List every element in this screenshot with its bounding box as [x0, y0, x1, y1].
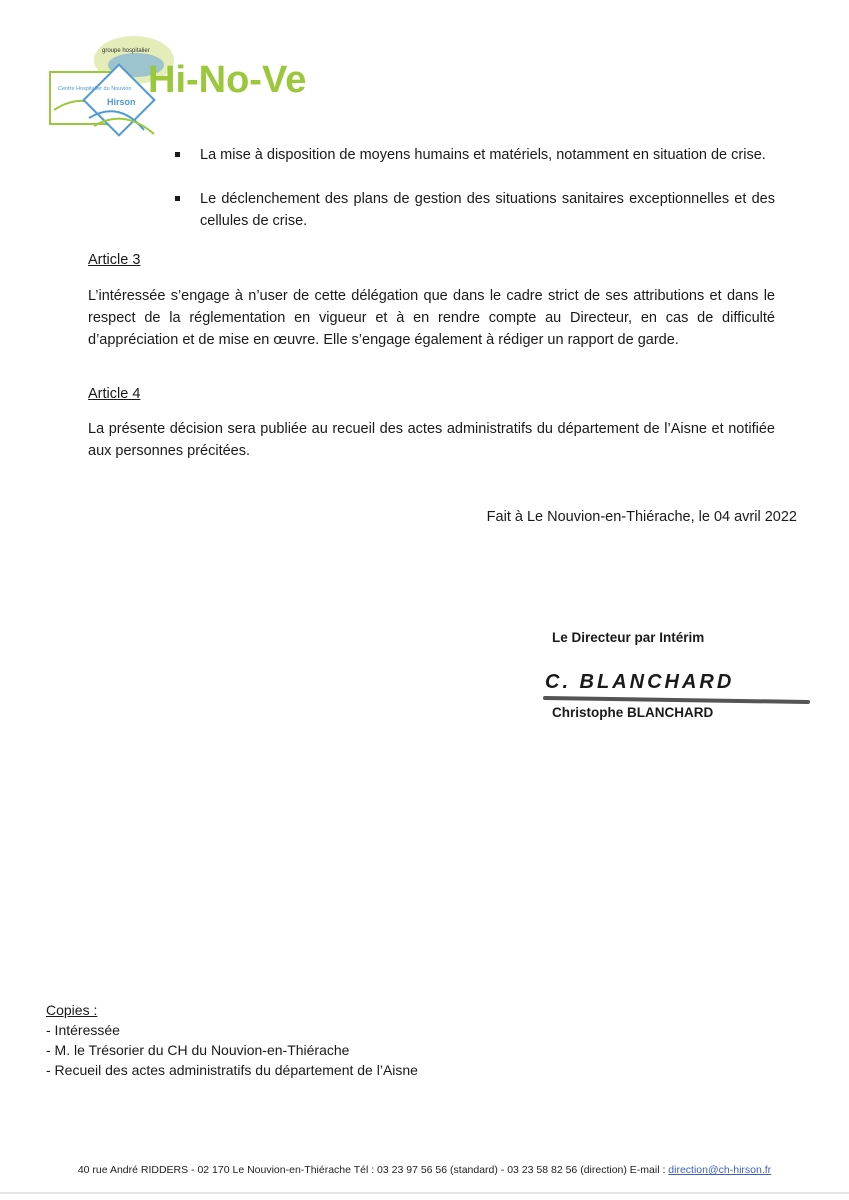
copies-title: Copies :	[46, 1002, 98, 1018]
footer-email-link[interactable]: direction@ch-hirson.fr	[668, 1164, 772, 1176]
handwritten-signature	[540, 660, 815, 710]
copies-item: - M. le Trésorier du CH du Nouvion-en-Thiérache	[46, 1042, 350, 1058]
article-4-heading: Article 4	[88, 386, 141, 402]
bullet-item	[175, 188, 775, 232]
logo-top-text: groupe hospitalier	[102, 48, 150, 54]
bullet-text: La mise à disposition de moyens humains et matériels, notamment en situation de crise.	[200, 147, 766, 163]
paragraph-line: aux personnes précitées.	[88, 443, 251, 459]
hi-no-ve-logo	[44, 30, 314, 145]
bullet-text: Le déclenchement des plans de gestion des situations sanitaires exceptionnelles et des cellules de crise.	[200, 191, 775, 229]
footer-address: 40 rue André RIDDERS - 02 170 Le Nouvion-en-Thiérache Tél : 03 23 97 56 56 (standard) - 03 23 58 82 56 (direction) E-mail :	[77, 1164, 669, 1176]
logo-badge-right-text: Hirson	[107, 97, 136, 107]
footer-contact	[0, 1164, 849, 1176]
paragraph-line: d’appréciation et de mise en œuvre. Elle s’engage également à rédiger un rapport de garde.	[88, 332, 679, 348]
paragraph-line: L’intéressée s’engage à n’user de cette délégation que dans le cadre strict de ses attributions et dans le	[88, 288, 775, 304]
logo-badge-left-text: Centre Hospitalier du Nouvion	[58, 86, 132, 92]
copies-list	[46, 1000, 418, 1080]
place-and-date: Fait à Le Nouvion-en-Thiérache, le 04 avril 2022	[486, 509, 797, 525]
bullet-square-icon	[175, 196, 180, 201]
signatory-title: Le Directeur par Intérim	[552, 630, 705, 645]
signatory-name: Christophe BLANCHARD	[552, 705, 714, 720]
article-3-body	[88, 285, 775, 351]
copies-item: - Recueil des actes administratifs du département de l’Aisne	[46, 1062, 418, 1078]
paragraph-line: respect de la réglementation en vigueur et à en rendre compte au Directeur, en cas de difficulté	[88, 310, 775, 326]
copies-item: - Intéressée	[46, 1022, 120, 1038]
logo-brand-text: Hi-No-Ve	[148, 59, 307, 101]
signature-scrawl: C. BLANCHARD	[545, 671, 735, 693]
bullet-item	[175, 144, 775, 166]
page-bottom-rule	[0, 1192, 849, 1194]
bullet-square-icon	[175, 152, 180, 157]
article-3-heading: Article 3	[88, 252, 141, 268]
paragraph-line: La présente décision sera publiée au recueil des actes administratifs du département de l’Aisne et notifiée	[88, 421, 775, 437]
article-4-body	[88, 418, 775, 462]
